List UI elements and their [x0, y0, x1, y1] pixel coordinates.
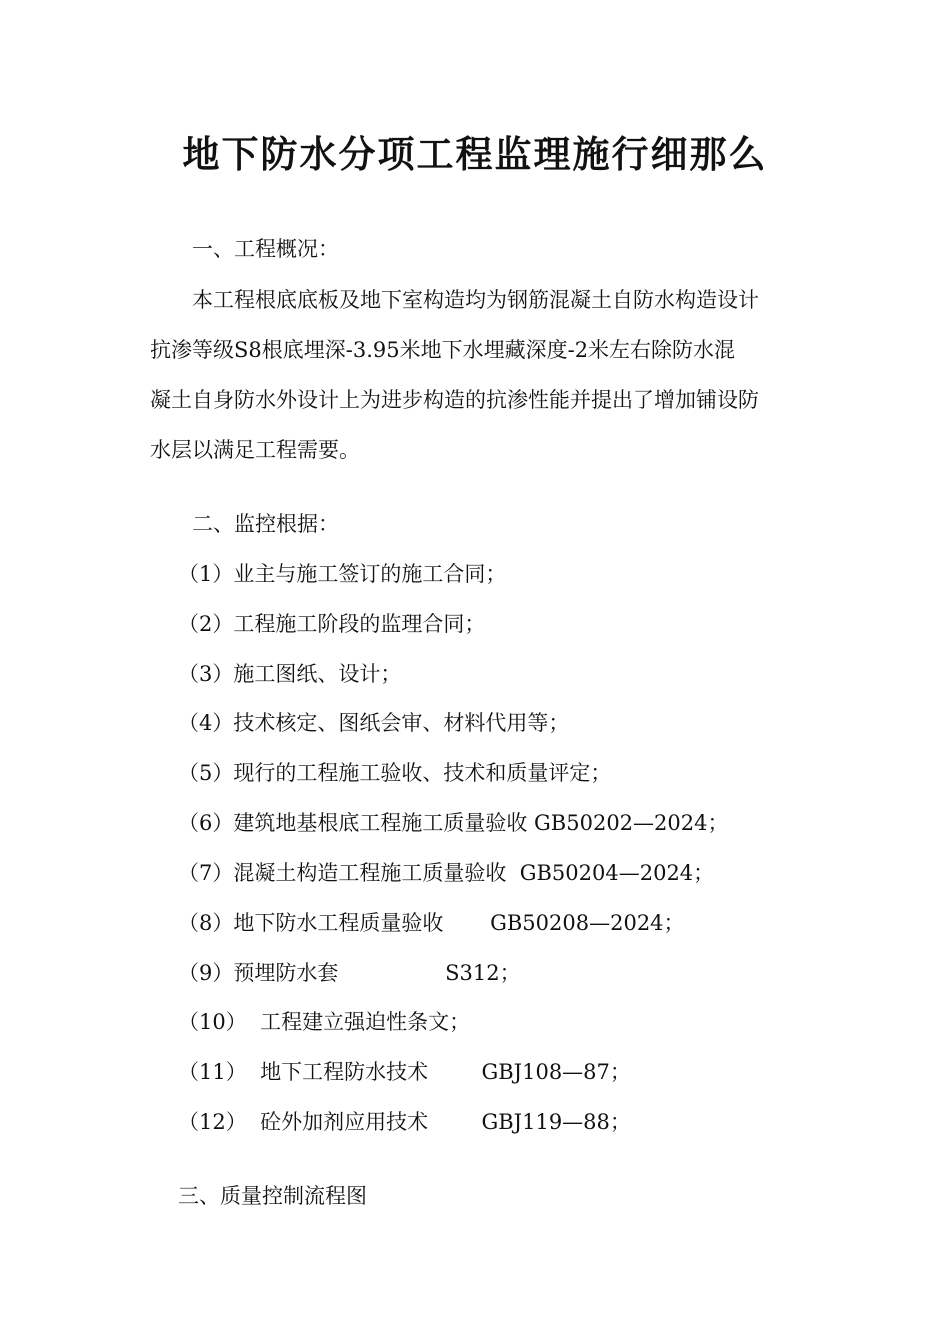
reference-item-8: （8）地下防水工程质量验收 GB50208—2024；: [178, 911, 685, 935]
section-1-body-line-2: 抗渗等级S8根底埋深-3.95米地下水埋藏深度-2米左右除防水混: [150, 338, 736, 362]
reference-item-7: （7）混凝土构造工程施工质量验收 GB50204—2024；: [178, 861, 715, 885]
reference-item-2: （2）工程施工阶段的监理合同；: [178, 612, 486, 636]
section-1-heading: 一、工程概况：: [192, 237, 339, 261]
reference-item-9: （9）预埋防水套 S312；: [178, 961, 521, 985]
reference-item-1: （1）业主与施工签订的施工合同；: [178, 562, 507, 586]
section-1-body-line-4: 水层以满足工程需要。: [150, 438, 360, 462]
reference-item-11: （11） 地下工程防水技术 GBJ108—87；: [178, 1060, 631, 1084]
section-2-heading: 二、监控根据：: [192, 512, 339, 536]
reference-item-3: （3）施工图纸、设计；: [178, 662, 402, 686]
reference-item-4: （4）技术核定、图纸会审、材料代用等；: [178, 711, 570, 735]
reference-item-10: （10） 工程建立强迫性条文；: [178, 1010, 471, 1034]
section-1-body-line-1: 本工程根底底板及地下室构造均为钢筋混凝土自防水构造设计: [192, 288, 759, 312]
section-1-body-line-3: 凝土自身防水外设计上为进步构造的抗渗性能并提出了增加铺设防: [150, 388, 759, 412]
reference-item-5: （5）现行的工程施工验收、技术和质量评定；: [178, 761, 612, 785]
reference-item-12: （12） 砼外加剂应用技术 GBJ119—88；: [178, 1110, 631, 1134]
section-3-heading: 三、质量控制流程图: [178, 1184, 367, 1208]
document-title: 地下防水分项工程监理施行细那么: [182, 132, 768, 176]
reference-item-6: （6）建筑地基根底工程施工质量验收 GB50202—2024；: [178, 811, 729, 835]
